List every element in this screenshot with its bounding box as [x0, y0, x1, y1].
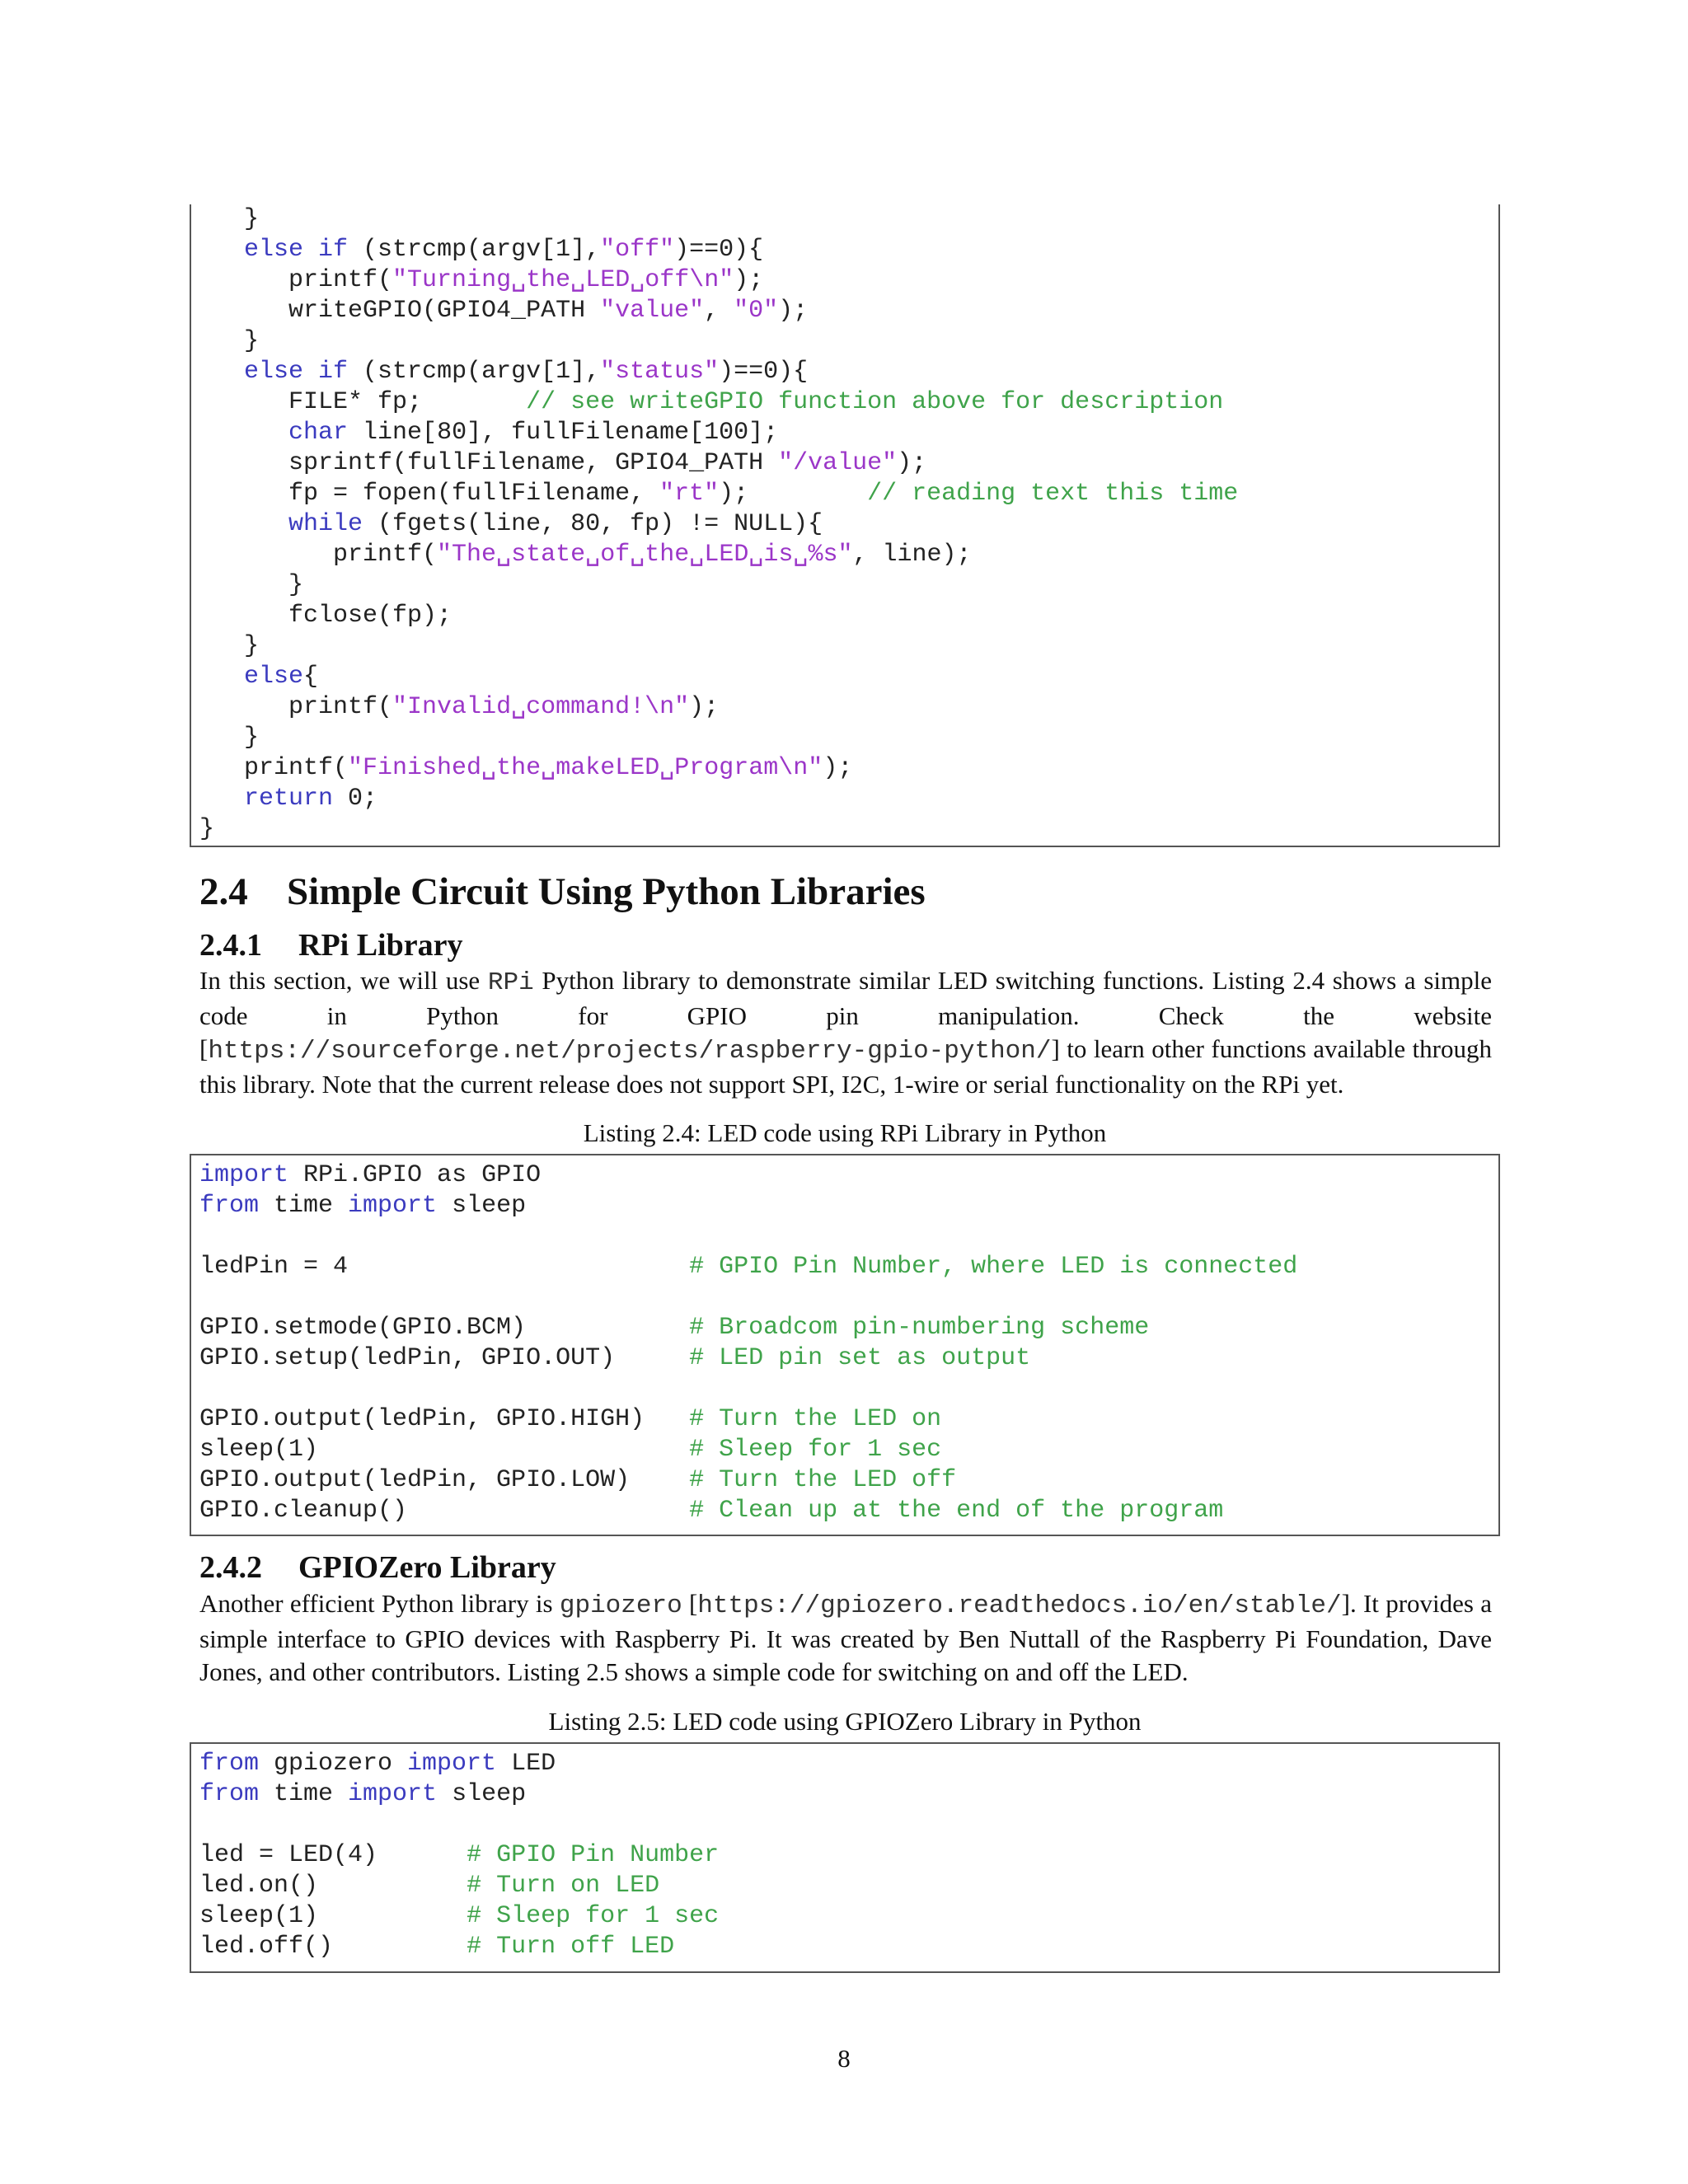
- code-text: printf(: [199, 266, 393, 294]
- code-text: );: [823, 754, 853, 782]
- section-heading: [199, 869, 926, 914]
- code-text: );: [897, 449, 927, 477]
- code-keyword: from: [199, 1780, 260, 1808]
- code-line: [199, 1871, 1498, 1901]
- code-comment: # GPIO Pin Number, where LED is connected: [689, 1253, 1298, 1281]
- code-text: FILE* fp;: [199, 388, 527, 416]
- code-line: [199, 753, 1498, 784]
- code-comment: // see writeGPIO function above for description: [526, 388, 1224, 416]
- code-text: gpiozero: [259, 1750, 408, 1778]
- code-string: "status": [600, 358, 720, 386]
- code-comment: # Turn on LED: [467, 1872, 660, 1900]
- code-text: }: [199, 724, 260, 752]
- code-line: [199, 784, 1498, 814]
- listing-caption-gpiozero: Listing 2.5: LED code using GPIOZero Library in Python: [548, 1707, 1142, 1736]
- code-string: "/value": [778, 449, 898, 477]
- code-text: }: [199, 632, 260, 660]
- inline-code: gpiozero: [559, 1591, 682, 1620]
- code-comment: # Sleep for 1 sec: [467, 1902, 720, 1930]
- code-text: (strcmp(argv[1],: [348, 236, 601, 264]
- subsection-number: 2.4.1: [199, 928, 262, 963]
- code-comment: // reading text this time: [867, 480, 1239, 508]
- code-line: [199, 509, 1498, 540]
- code-text: [199, 510, 288, 538]
- code-keyword: return: [244, 785, 334, 813]
- code-line: [199, 1191, 1498, 1221]
- subsection-heading-rpi: [199, 927, 462, 963]
- code-keyword: from: [199, 1750, 260, 1778]
- code-text: GPIO.cleanup(): [199, 1497, 690, 1525]
- code-text: fclose(fp);: [199, 602, 452, 630]
- listing-caption-rpi: Listing 2.4: LED code using RPi Library in Python: [583, 1118, 1107, 1147]
- code-line: [199, 723, 1498, 753]
- code-text: }: [199, 327, 260, 355]
- code-string: "The␣state␣of␣the␣LED␣is␣%s": [437, 541, 853, 569]
- code-string: "0": [734, 297, 779, 325]
- code-line: [199, 1160, 1498, 1191]
- code-text: )==0){: [674, 236, 764, 264]
- code-keyword: import: [348, 1780, 438, 1808]
- code-line: [199, 1496, 1498, 1526]
- paragraph-text: Python library to demonstrate similar LED switching functions. Listing 2.4 shows a simple code in Python for GPIO pin manipulation. Check the website [: [199, 966, 1493, 1063]
- subsection-title: RPi Library: [298, 928, 463, 963]
- code-keyword: while: [288, 510, 363, 538]
- code-text: );: [689, 693, 720, 721]
- code-text: line[80], fullFilename[100];: [348, 419, 779, 447]
- code-comment: # LED pin set as output: [689, 1344, 1031, 1372]
- code-line: [199, 1404, 1498, 1435]
- code-line: [199, 631, 1498, 662]
- code-comment: # Broadcom pin-numbering scheme: [689, 1314, 1150, 1342]
- code-text: sleep(1): [199, 1902, 467, 1930]
- code-text: }: [199, 205, 260, 233]
- code-line: [199, 570, 1498, 601]
- code-comment: # Clean up at the end of the program: [689, 1497, 1224, 1525]
- code-line: [199, 1343, 1498, 1374]
- rpi-paragraph: [199, 964, 1492, 1101]
- code-text: [199, 419, 288, 447]
- code-text: }: [199, 571, 304, 599]
- code-text: (fgets(line, 80, fp) != NULL){: [363, 510, 823, 538]
- code-text: sleep(1): [199, 1436, 690, 1464]
- code-string: "Invalid␣command!\n": [392, 693, 690, 721]
- code-text: );: [734, 266, 764, 294]
- code-text: led.off(): [199, 1933, 467, 1961]
- code-line: [199, 1810, 1498, 1840]
- code-text: GPIO.setup(ledPin, GPIO.OUT): [199, 1344, 690, 1372]
- code-line: [199, 265, 1498, 296]
- paragraph-text: In this section, we will use: [199, 966, 488, 995]
- code-string: "Finished␣the␣makeLED␣Program\n": [348, 754, 823, 782]
- code-keyword: char: [288, 419, 349, 447]
- code-text: led = LED(4): [199, 1841, 467, 1869]
- code-line: [199, 601, 1498, 631]
- page-number: 8: [837, 2044, 851, 2073]
- code-line: [199, 1901, 1498, 1932]
- code-text: [199, 236, 244, 264]
- code-text: , line);: [852, 541, 972, 569]
- code-line: [199, 1374, 1498, 1404]
- code-text: sleep: [437, 1192, 527, 1220]
- code-text: {: [303, 663, 319, 691]
- code-line: [199, 540, 1498, 570]
- code-line: [199, 1779, 1498, 1810]
- code-line: [199, 1749, 1498, 1779]
- code-text: printf(: [199, 541, 438, 569]
- code-text: fp = fopen(fullFilename,: [199, 480, 660, 508]
- code-text: GPIO.setmode(GPIO.BCM): [199, 1314, 690, 1342]
- gpiozero-code-listing: [190, 1742, 1500, 1973]
- code-keyword: import: [407, 1750, 497, 1778]
- paragraph-text: [: [682, 1589, 698, 1618]
- code-keyword: import: [199, 1161, 289, 1189]
- code-line: [199, 662, 1498, 692]
- code-text: [199, 358, 244, 386]
- code-text: 0;: [333, 785, 378, 813]
- code-keyword: else if: [244, 358, 349, 386]
- code-line: [199, 692, 1498, 723]
- code-text: sprintf(fullFilename, GPIO4_PATH: [199, 449, 779, 477]
- code-text: printf(: [199, 754, 349, 782]
- code-keyword: from: [199, 1192, 260, 1220]
- gpiozero-paragraph: [199, 1587, 1492, 1689]
- code-text: LED: [496, 1750, 556, 1778]
- code-line: [199, 1932, 1498, 1962]
- code-comment: # GPIO Pin Number: [467, 1841, 720, 1869]
- code-text: ,: [704, 297, 734, 325]
- code-text: [199, 663, 244, 691]
- code-line: [199, 1313, 1498, 1343]
- c-code-listing: [190, 204, 1500, 847]
- paragraph-text: ]. It provides a simple interface to GPIO devices with Raspberry Pi. It was created by Ben Nuttall of the Raspberry Pi Foundation, Dave Jones, and other contributors. Listing 2.5 shows a simple code for switching on and off the LED.: [199, 1589, 1492, 1686]
- inline-code[interactable]: https://sourceforge.net/projects/raspberry-gpio-python/: [208, 1037, 1052, 1066]
- subsection-number: 2.4.2: [199, 1550, 262, 1585]
- code-string: "Turning␣the␣LED␣off\n": [392, 266, 734, 294]
- code-line: [199, 235, 1498, 265]
- code-text: time: [259, 1192, 349, 1220]
- subsection-title: GPIOZero Library: [298, 1550, 556, 1585]
- code-text: time: [259, 1780, 349, 1808]
- code-text: [199, 785, 244, 813]
- code-line: [199, 1252, 1498, 1282]
- code-text: );: [719, 480, 868, 508]
- code-text: ledPin = 4: [199, 1253, 690, 1281]
- code-comment: # Sleep for 1 sec: [689, 1436, 942, 1464]
- code-line: [199, 418, 1498, 448]
- code-text: (strcmp(argv[1],: [348, 358, 601, 386]
- paragraph-text: Another efficient Python library is: [199, 1589, 560, 1618]
- code-text: }: [199, 815, 215, 843]
- section-title: Simple Circuit Using Python Libraries: [287, 870, 926, 913]
- code-line: [199, 1282, 1498, 1313]
- rpi-code-listing: [190, 1154, 1500, 1536]
- code-text: printf(: [199, 693, 393, 721]
- code-string: "off": [600, 236, 675, 264]
- code-text: writeGPIO(GPIO4_PATH: [199, 297, 601, 325]
- code-string: "rt": [659, 480, 720, 508]
- section-number: 2.4: [199, 870, 248, 913]
- code-keyword: else: [244, 663, 304, 691]
- code-line: [199, 1465, 1498, 1496]
- code-line: [199, 1221, 1498, 1252]
- code-line: [199, 326, 1498, 357]
- code-line: [199, 204, 1498, 235]
- code-line: [199, 387, 1498, 418]
- inline-code[interactable]: https://gpiozero.readthedocs.io/en/stable/: [697, 1591, 1342, 1620]
- code-comment: # Turn the LED off: [689, 1466, 957, 1494]
- subsection-heading-gpiozero: [199, 1549, 556, 1586]
- code-text: GPIO.output(ledPin, GPIO.HIGH): [199, 1405, 690, 1433]
- code-line: [199, 448, 1498, 479]
- inline-code: RPi: [487, 968, 534, 997]
- paragraph-text: ] to learn other functions available through this library. Note that the current release does not support SPI, I2C, 1-wire or serial functionality on the RPi yet.: [199, 1034, 1492, 1099]
- code-keyword: import: [348, 1192, 438, 1220]
- code-line: [199, 1435, 1498, 1465]
- code-text: RPi.GPIO as GPIO: [288, 1161, 542, 1189]
- code-line: [199, 357, 1498, 387]
- code-line: [199, 814, 1498, 845]
- code-string: "value": [600, 297, 705, 325]
- code-line: [199, 296, 1498, 326]
- code-comment: # Turn the LED on: [689, 1405, 942, 1433]
- code-line: [199, 479, 1498, 509]
- code-text: led.on(): [199, 1872, 467, 1900]
- code-text: );: [778, 297, 809, 325]
- code-keyword: else if: [244, 236, 349, 264]
- code-text: )==0){: [719, 358, 809, 386]
- code-text: sleep: [437, 1780, 527, 1808]
- code-comment: # Turn off LED: [467, 1933, 675, 1961]
- code-line: [199, 1840, 1498, 1871]
- code-text: GPIO.output(ledPin, GPIO.LOW): [199, 1466, 690, 1494]
